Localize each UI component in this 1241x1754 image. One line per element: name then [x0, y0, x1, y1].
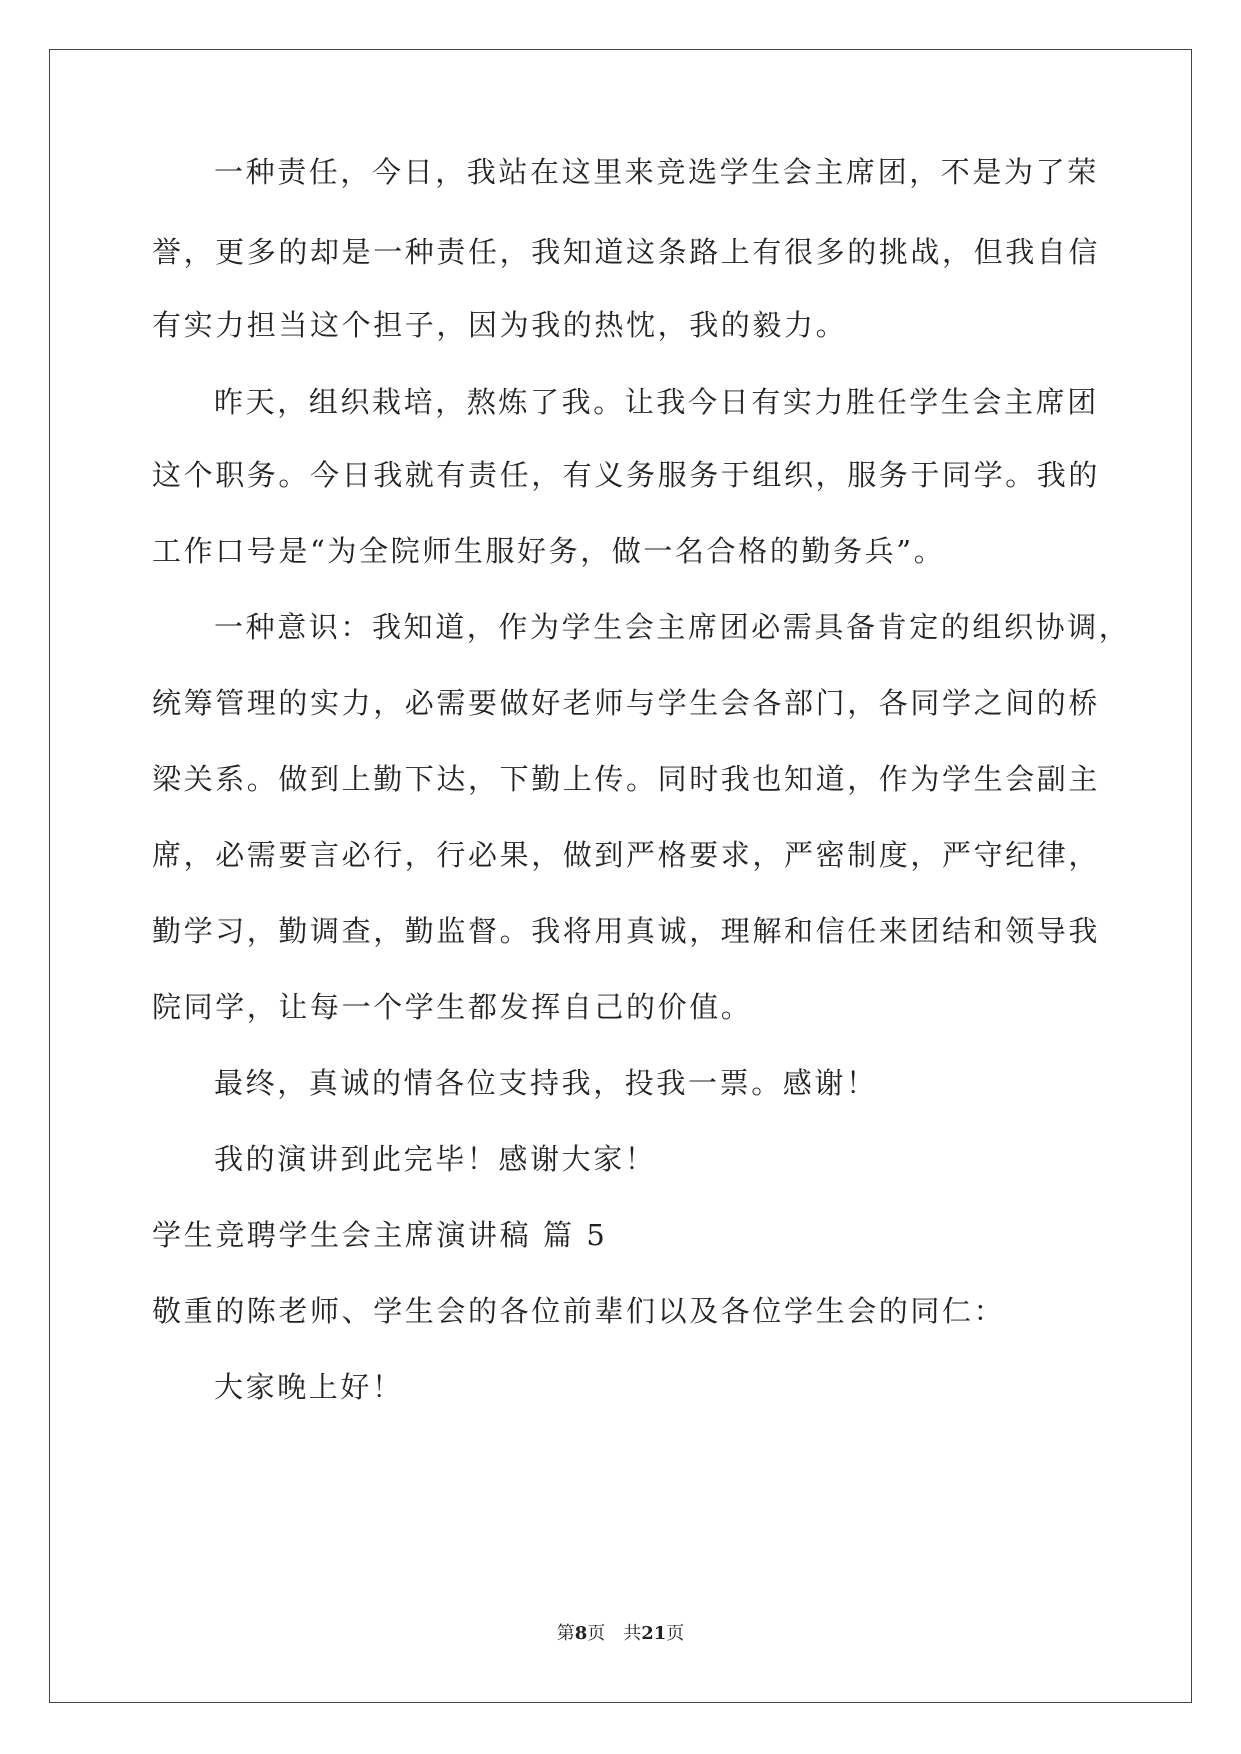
text-line: 有实力担当这个担子，因为我的热忱，我的毅力。	[152, 308, 848, 342]
section-heading: 学生竞聘学生会主席演讲稿 篇 5	[152, 1218, 608, 1252]
text-line: 工作口号是“为全院师生服好务，做一名合格的勤务兵”。	[152, 534, 946, 568]
text-line: 统筹管理的实力，必需要做好老师与学生会各部门，各同学之间的桥	[152, 686, 1101, 720]
text-line: 院同学，让每一个学生都发挥自己的价值。	[152, 990, 753, 1024]
text-line: 最终，真诚的情各位支持我，投我一票。感谢！	[214, 1066, 878, 1100]
footer-page-mid: 页 共	[587, 1623, 642, 1644]
text-line: 席，必需要言必行，行必果，做到严格要求，严密制度，严守纪律，	[152, 838, 1101, 872]
page-frame	[49, 49, 1192, 1703]
footer-page-prefix: 第	[556, 1623, 575, 1644]
text-line: 这个职务。今日我就有责任，有义务服务于组织，服务于同学。我的	[152, 458, 1101, 492]
footer-page-suffix: 页	[666, 1623, 685, 1644]
footer-page-total: 21	[641, 1623, 667, 1644]
text-line: 梁关系。做到上勤下达，下勤上传。同时我也知道，作为学生会副主	[152, 762, 1101, 796]
text-line: 昨天，组织栽培，熬炼了我。让我今日有实力胜任学生会主席团	[214, 385, 1099, 419]
salutation: 敬重的陈老师、学生会的各位前辈们以及各位学生会的同仁：	[152, 1294, 1006, 1328]
text-line: 一种意识：我知道，作为学生会主席团必需具备肯定的组织协调，	[214, 610, 1131, 644]
text-line: 一种责任，今日，我站在这里来竞选学生会主席团，不是为了荣	[214, 155, 1099, 189]
page-footer	[0, 1622, 1241, 1646]
text-line: 我的演讲到此完毕！感谢大家！	[214, 1142, 657, 1176]
text-line: 誉，更多的却是一种责任，我知道这条路上有很多的挑战，但我自信	[152, 235, 1101, 269]
footer-page-number: 8	[574, 1623, 588, 1644]
text-line: 勤学习，勤调查，勤监督。我将用真诚，理解和信任来团结和领导我	[152, 914, 1101, 948]
greeting: 大家晚上好！	[214, 1370, 404, 1404]
